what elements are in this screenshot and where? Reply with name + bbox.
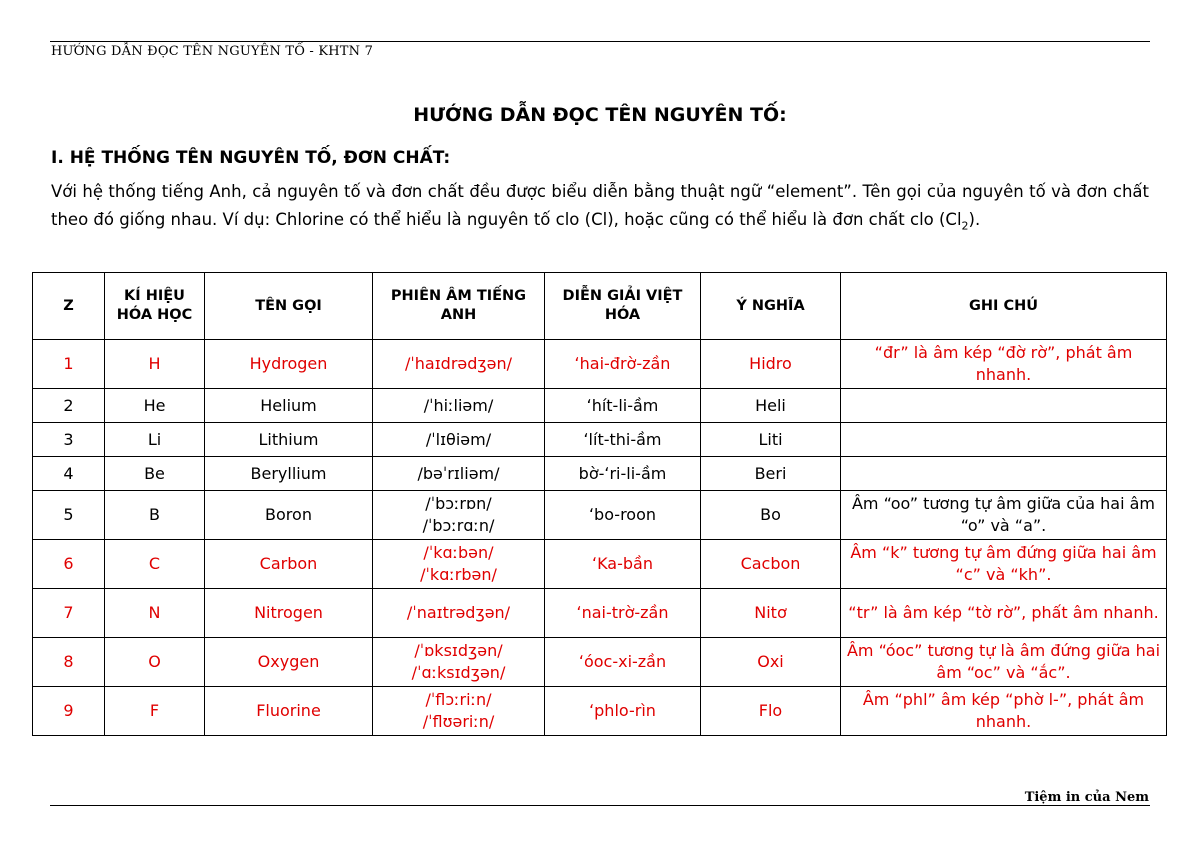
footer-rule <box>50 805 1150 806</box>
header-name: TÊN GỌI <box>205 273 373 340</box>
header-symbol: KÍ HIỆU HÓA HỌC <box>105 273 205 340</box>
intro-text: Với hệ thống tiếng Anh, cả nguyên tố và đơn chất đều được biểu diễn bằng thuật ngữ “element”. Tên gọi của nguyên tố và đơn chất theo đó giống nhau. Ví dụ: Chlorine có thể hiểu là nguyên tố clo (Cl), hoặc cũng có thể hiểu là đơn chất clo (Cl <box>51 182 1149 229</box>
cell-ipa: /ˈlɪθiəm/ <box>373 423 545 457</box>
cell-symbol: N <box>105 589 205 638</box>
cell-ipa: /bəˈrɪliəm/ <box>373 457 545 491</box>
cell-symbol: F <box>105 687 205 736</box>
table-row <box>33 457 1167 491</box>
cell-z: 5 <box>33 491 105 540</box>
cell-ipa: /ˈhaɪdrədʒən/ <box>373 340 545 389</box>
cell-ipa: /ˈkɑːbən/ /ˈkɑːrbən/ <box>373 540 545 589</box>
cell-ipa: /ˈbɔːrɒn/ /ˈbɔːrɑːn/ <box>373 491 545 540</box>
cell-name: Boron <box>205 491 373 540</box>
header-note: GHI CHÚ <box>841 273 1167 340</box>
cell-z: 3 <box>33 423 105 457</box>
cell-note <box>841 389 1167 423</box>
cell-symbol: He <box>105 389 205 423</box>
cell-z: 1 <box>33 340 105 389</box>
cell-ipa: /ˈnaɪtrədʒən/ <box>373 589 545 638</box>
cell-meaning: Bo <box>701 491 841 540</box>
cell-note: Âm “k” tương tự âm đứng giữa hai âm “c” và “kh”. <box>841 540 1167 589</box>
cell-z: 9 <box>33 687 105 736</box>
table-row <box>33 423 1167 457</box>
cell-symbol: H <box>105 340 205 389</box>
cell-z: 2 <box>33 389 105 423</box>
cell-meaning: Beri <box>701 457 841 491</box>
table-row <box>33 491 1167 540</box>
cell-symbol: C <box>105 540 205 589</box>
cell-meaning: Liti <box>701 423 841 457</box>
cell-name: Beryllium <box>205 457 373 491</box>
intro-tail: ). <box>968 210 981 229</box>
cell-ipa: /ˈflɔːriːn/ /ˈflʊəriːn/ <box>373 687 545 736</box>
section-heading: I. HỆ THỐNG TÊN NGUYÊN TỐ, ĐƠN CHẤT: <box>51 148 451 168</box>
page-footer: Tiệm in của Nem <box>1024 790 1149 805</box>
cell-name: Nitrogen <box>205 589 373 638</box>
cell-symbol: B <box>105 491 205 540</box>
table-row <box>33 389 1167 423</box>
page-header: HƯỚNG DẪN ĐỌC TÊN NGUYÊN TỐ - KHTN 7 <box>51 44 374 59</box>
cell-viet: ʻóoc-xi-zần <box>545 638 701 687</box>
cell-name: Carbon <box>205 540 373 589</box>
cell-ipa: /ˈhiːliəm/ <box>373 389 545 423</box>
cell-viet: ʻnai-trờ-zần <box>545 589 701 638</box>
cell-note: Âm “óoc” tương tự là âm đứng giữa hai âm “oc” và “ắc”. <box>841 638 1167 687</box>
cell-note: “tr” là âm kép “tờ rờ”, phất âm nhanh. <box>841 589 1167 638</box>
header-rule <box>50 41 1150 42</box>
cell-symbol: Be <box>105 457 205 491</box>
cell-symbol: O <box>105 638 205 687</box>
elements-table <box>32 272 1167 736</box>
header-viet: DIỄN GIẢI VIỆT HÓA <box>545 273 701 340</box>
cell-symbol: Li <box>105 423 205 457</box>
cell-note: Âm “phl” âm kép “phờ l-”, phát âm nhanh. <box>841 687 1167 736</box>
cell-name: Lithium <box>205 423 373 457</box>
cell-ipa: /ˈɒksɪdʒən/ /ˈɑːksɪdʒən/ <box>373 638 545 687</box>
cell-note <box>841 423 1167 457</box>
cell-meaning: Flo <box>701 687 841 736</box>
table-row <box>33 687 1167 736</box>
cell-meaning: Oxi <box>701 638 841 687</box>
cell-viet: bờ-ʻri-li-ầm <box>545 457 701 491</box>
header-z: Z <box>33 273 105 340</box>
cell-meaning: Nitơ <box>701 589 841 638</box>
cell-note: “đr” là âm kép “đờ rờ”, phát âm nhanh. <box>841 340 1167 389</box>
header-meaning: Ý NGHĨA <box>701 273 841 340</box>
cell-viet: ʻbo-roon <box>545 491 701 540</box>
cell-name: Fluorine <box>205 687 373 736</box>
cell-viet: ʻhai-đrờ-zần <box>545 340 701 389</box>
table-row <box>33 589 1167 638</box>
cell-viet: ʻlít-thi-ầm <box>545 423 701 457</box>
cell-viet: ʻphlo-rìn <box>545 687 701 736</box>
cell-z: 4 <box>33 457 105 491</box>
cell-meaning: Heli <box>701 389 841 423</box>
cell-meaning: Hidro <box>701 340 841 389</box>
cell-viet: ʻhít-li-ầm <box>545 389 701 423</box>
cell-name: Oxygen <box>205 638 373 687</box>
cell-z: 7 <box>33 589 105 638</box>
cell-note <box>841 457 1167 491</box>
cell-viet: ʻKa-bần <box>545 540 701 589</box>
cell-name: Hydrogen <box>205 340 373 389</box>
table-row <box>33 540 1167 589</box>
cell-z: 8 <box>33 638 105 687</box>
intro-paragraph <box>51 178 1149 240</box>
table-row <box>33 340 1167 389</box>
cell-name: Helium <box>205 389 373 423</box>
table-header-row <box>33 273 1167 340</box>
header-ipa: PHIÊN ÂM TIẾNG ANH <box>373 273 545 340</box>
table-row <box>33 638 1167 687</box>
intro-subscript: 2 <box>961 219 969 233</box>
cell-z: 6 <box>33 540 105 589</box>
document-title: HƯỚNG DẪN ĐỌC TÊN NGUYÊN TỐ: <box>413 104 787 126</box>
cell-meaning: Cacbon <box>701 540 841 589</box>
cell-note: Âm “oo” tương tự âm giữa của hai âm “o” và “a”. <box>841 491 1167 540</box>
